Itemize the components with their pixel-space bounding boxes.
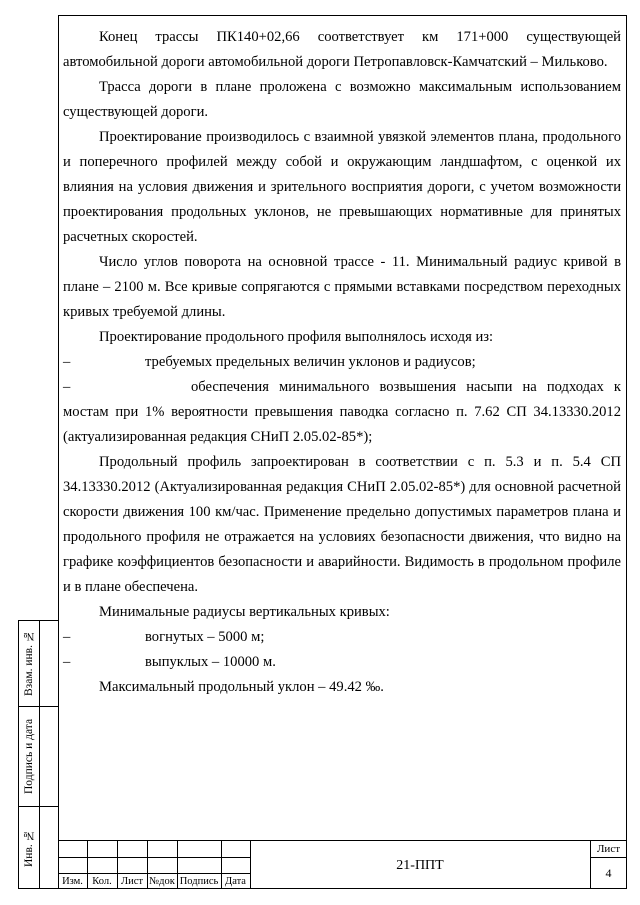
paragraph: Проектирование продольного профиля выполнялось исходя из: bbox=[99, 329, 494, 345]
paragraph: Минимальные радиусы вертикальных кривых: bbox=[99, 604, 390, 620]
list-item-text: обеспечения минимального возвышения насыпи на подходах к мостам при 1% вероятности превышения паводка согласно п. 7.62 СП 34.13330.2012 (актуализированная редакция СНиП 2.05.02-85*); bbox=[63, 379, 621, 445]
side-label-replacement-inv: Взам. инв. № bbox=[23, 630, 35, 697]
paragraph: Максимальный продольный уклон – 49.42 ‰. bbox=[99, 679, 384, 695]
column-header-sheet: Лист bbox=[121, 876, 143, 887]
document-body bbox=[63, 25, 621, 700]
list-item-text: вогнутых – 5000 м; bbox=[145, 629, 265, 645]
paragraph: Трасса дороги в плане проложена с возможно максимальным использованием существующей дороги. bbox=[63, 79, 621, 120]
side-stamp bbox=[18, 620, 58, 889]
column-header-doc-number: №док bbox=[149, 876, 175, 887]
column-header-quantity: Кол. bbox=[92, 876, 112, 887]
list-item bbox=[63, 650, 621, 675]
list-item bbox=[63, 350, 621, 375]
sheet-number: 4 bbox=[605, 866, 612, 880]
list-dash: – bbox=[63, 379, 71, 395]
paragraph: Число углов поворота на основной трассе - 11. Минимальный радиус кривой в плане – 2100 м. Все кривые сопрягаются с прямыми вставками посредством переходных кривых требуемой длины. bbox=[63, 254, 621, 320]
sheet-label: Лист bbox=[596, 843, 621, 855]
document-code: 21-ППТ bbox=[396, 857, 444, 873]
list-dash: – bbox=[63, 354, 71, 370]
column-header-change: Изм. bbox=[62, 876, 83, 887]
column-header-date: Дата bbox=[225, 876, 246, 887]
list-dash: – bbox=[63, 629, 71, 645]
paragraph: Конец трассы ПК140+02,66 соответствует км 171+000 существующей автомобильной дороги автомобильной дороги Петропавловск-Камчатский – Мильково. bbox=[63, 29, 621, 70]
title-block bbox=[58, 840, 627, 889]
side-label-inv-number: Инв. № bbox=[23, 829, 35, 867]
paragraph: Проектирование производилось с взаимной увязкой элементов плана, продольного и поперечного профилей между собой и окружающим ландшафтом, с оценкой их влияния на условия движения и зрительного восприятия дороги, с учетом возможности проектирования продольных уклонов, не превышающих нормативные для принятых расчетных скоростей. bbox=[63, 129, 621, 245]
list-item bbox=[63, 375, 621, 450]
list-item-text: требуемых предельных величин уклонов и радиусов; bbox=[145, 354, 476, 370]
list-item bbox=[63, 625, 621, 650]
paragraph: Продольный профиль запроектирован в соответствии с п. 5.3 и п. 5.4 СП 34.13330.2012 (Актуализированная редакция СНиП 2.05.02-85*) для основной расчетной скорости движения 100 км/час. Применение предельно допустимых параметров плана и продольного профиля не отражается на условиях безопасности движения, что видно на графике коэффициентов безопасности и аварийности. Видимость в продольном профиле и в плане обеспечена. bbox=[63, 454, 621, 595]
side-label-signature-date: Подпись и дата bbox=[23, 718, 35, 794]
list-item-text: выпуклых – 10000 м. bbox=[145, 654, 276, 670]
column-header-signature: Подпись bbox=[179, 876, 219, 887]
list-dash: – bbox=[63, 654, 71, 670]
